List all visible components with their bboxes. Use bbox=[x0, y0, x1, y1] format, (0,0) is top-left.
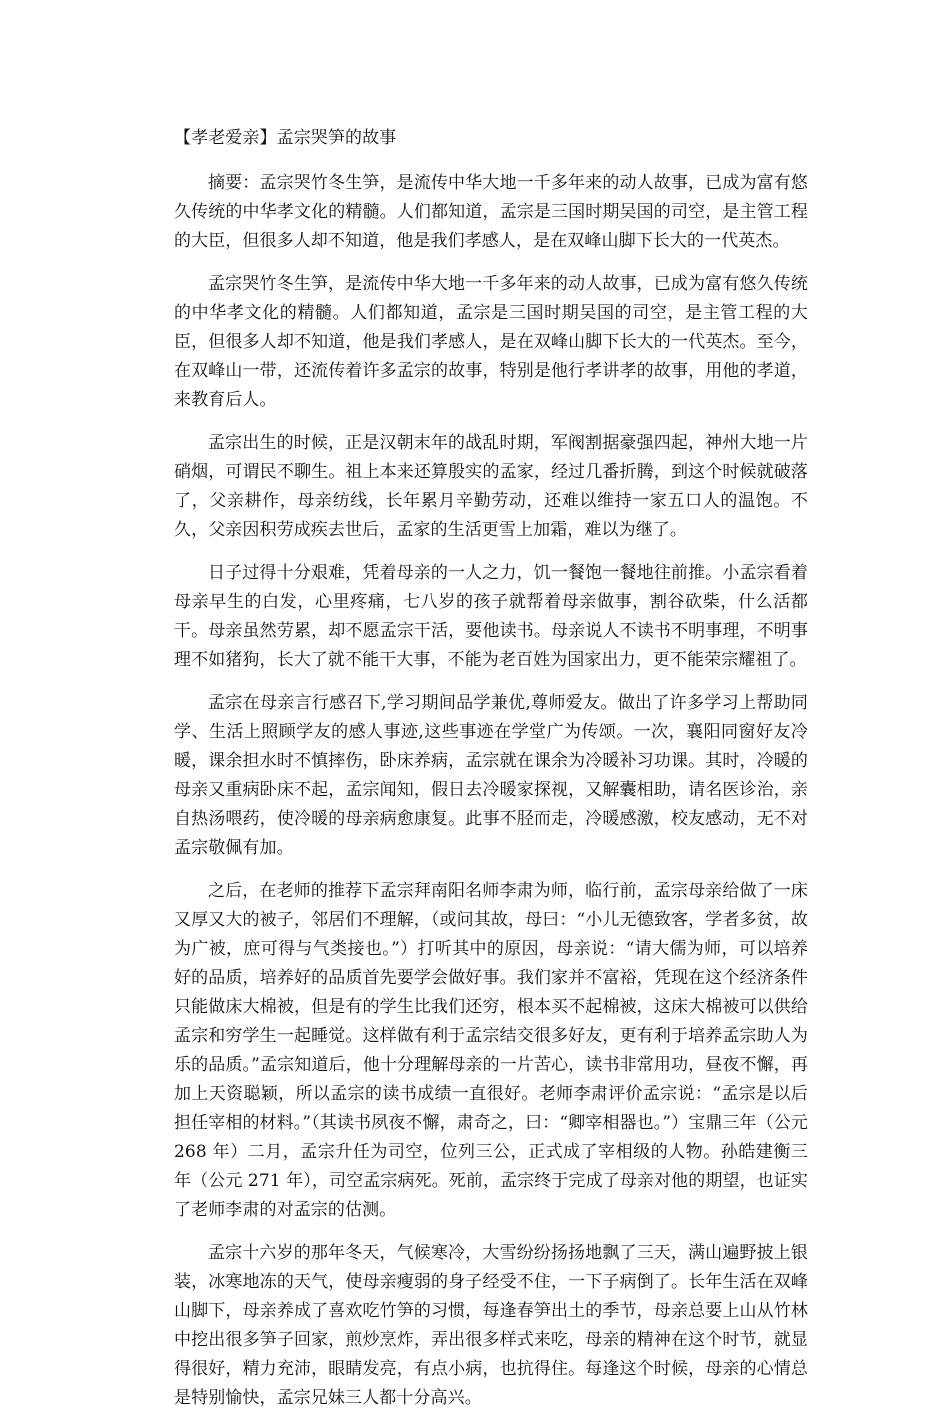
paragraph: 孟宗哭竹冬生笋，是流传中华大地一千多年来的动人故事，已成为富有悠久传统的中华孝文化的精髓。人们都知道，孟宗是三国时期吴国的司空，是主管工程的大臣，但很多人却不知道，他是我们孝感人，是在双峰山脚下长大的一代英杰。至今，在双峰山一带，还流传着许多孟宗的故事，特别是他行孝讲孝的故事，用他的孝道，来教育后人。 bbox=[174, 274, 808, 410]
paragraph: 日子过得十分艰难，凭着母亲的一人之力，饥一餐饱一餐地往前推。小孟宗看着母亲早生的白发，心里疼痛，七八岁的孩子就帮着母亲做事，割谷砍柴，什么活都干。母亲虽然劳累，却不愿孟宗干活，要他读书。母亲说人不读书不明事理，不明事理不如猪狗，长大了就不能干大事，不能为老百姓为国家出力，更不能荣宗耀祖了。 bbox=[174, 563, 808, 670]
paragraph-summary: 摘要：孟宗哭竹冬生笋，是流传中华大地一千多年来的动人故事，已成为富有悠久传统的中华孝文化的精髓。人们都知道，孟宗是三国时期吴国的司空，是主管工程的大臣，但很多人却不知道，他是我们孝感人，是在双峰山脚下长大的一代英杰。 bbox=[174, 173, 808, 251]
paragraph: 之后，在老师的推荐下孟宗拜南阳名师李肃为师，临行前，孟宗母亲给做了一床又厚又大的被子，邻居们不理解，（或问其故，母曰：“小儿无德致客，学者多贫，故为广被，庶可得与气类接也。”）打听其中的原因，母亲说：“请大儒为师，可以培养好的品质，培养好的品质首先要学会做好事。我们家并不富裕，凭现在这个经济条件只能做床大棉被，但是有的学生比我们还穷，根本买不起棉被，这床大棉被可以供给孟宗和穷学生一起睡觉。这样做有利于孟宗结交很多好友，更有利于培养孟宗助人为乐的品质。”孟宗知道后，他十分理解母亲的一片苦心，读书非常用功，昼夜不懈，再加上天资聪颖，所以孟宗的读书成绩一直很好。老师李肃评价孟宗说：“孟宗是以后担任宰相的材料。”（其读书夙夜不懈，肃奇之，曰：“卿宰相器也。”）宝鼎三年（公元 268 年）二月，孟宗升任为司空，位列三公，正式成了宰相级的人物。孙皓建衡三年（公元 271 年），司空孟宗病死。死前，孟宗终于完成了母亲对他的期望，也证实了老师李肃的对孟宗的估测。 bbox=[174, 881, 808, 1220]
document-body bbox=[174, 124, 808, 1427]
document-title: 【孝老爱亲】孟宗哭笋的故事 bbox=[174, 128, 397, 148]
paragraph: 孟宗在母亲言行感召下,学习期间品学兼优,尊师爱友。做出了许多学习上帮助同学、生活上照顾学友的感人事迹,这些事迹在学堂广为传颂。一次，襄阳同窗好友冷暖，课余担水时不慎摔伤，卧床养病，孟宗就在课余为冷暖补习功课。其时，冷暖的母亲又重病卧床不起，孟宗闻知，假日去冷暖家探视，又解囊相助，请名医诊治，亲自热汤喂药，使冷暖的母亲病愈康复。此事不胫而走，冷暖感激，校友感动，无不对孟宗敬佩有加。 bbox=[174, 693, 808, 858]
paragraph: 孟宗十六岁的那年冬天，气候寒冷，大雪纷纷扬扬地飘了三天，满山遍野披上银装，冰寒地冻的天气，使母亲瘦弱的身子经受不住，一下子病倒了。长年生活在双峰山脚下，母亲养成了喜欢吃竹笋的习惯，每逢春笋出土的季节，母亲总要上山从竹林中挖出很多笋子回家，煎炒烹炸，弄出很多样式来吃，母亲的精神在这个时节，就显得很好，精力充沛，眼睛发亮，有点小病，也抗得住。每逢这个时候，母亲的心情总是特别愉快，孟宗兄妹三人都十分高兴。 bbox=[174, 1243, 808, 1408]
paragraph: 孟宗出生的时候，正是汉朝末年的战乱时期，军阀割据豪强四起，神州大地一片硝烟，可谓民不聊生。祖上本来还算殷实的孟家，经过几番折腾，到这个时候就破落了，父亲耕作，母亲纺线，长年累月辛勤劳动，还难以维持一家五口人的温饱。不久，父亲因积劳成疾去世后，孟家的生活更雪上加霜，难以为继了。 bbox=[174, 433, 808, 540]
